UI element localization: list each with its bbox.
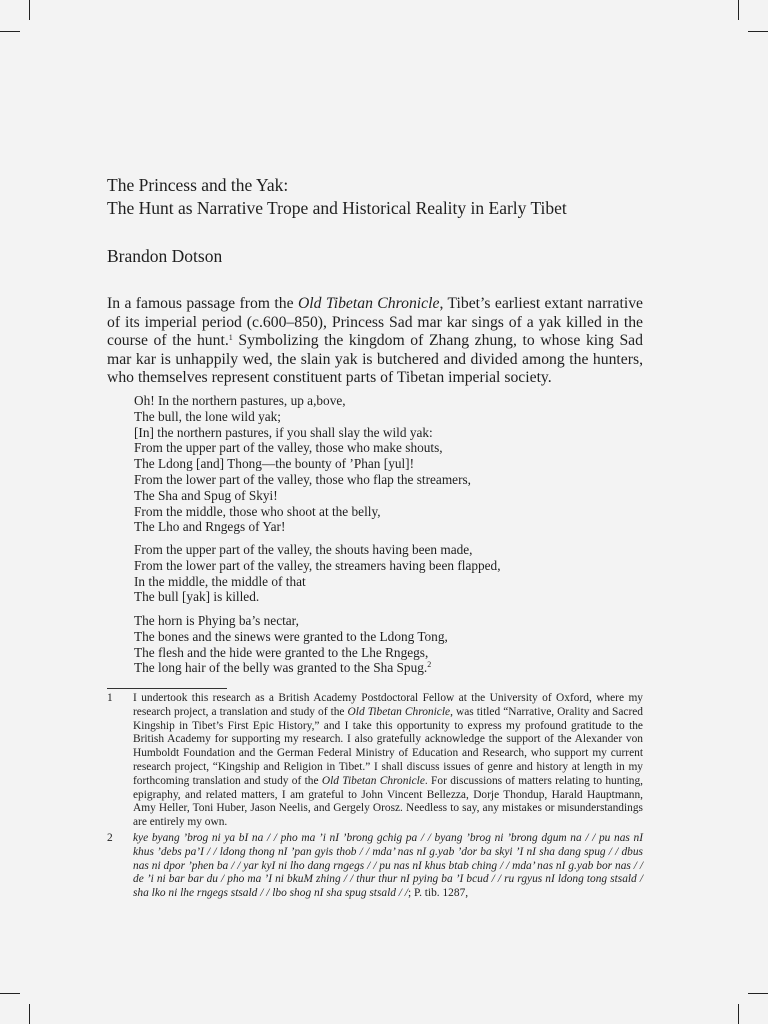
verse-line: The Sha and Spug of Skyi! — [134, 487, 278, 503]
crop-mark-top-right-horizontal — [748, 31, 768, 32]
intro-text-3: Symbolizing the kingdom of Zhang zhung, to whose king Sad mar kar is unhappily wed, the slain yak is butchered and divided among the hunters, who themselves represent constituent parts of Tibetan imperial society. — [107, 332, 643, 387]
verse-line: The Ldong [and] Thong—the bounty of ’Phan [yul]! — [134, 456, 415, 472]
footnote-1-text-c: . For discussions of matters relating to hunting, epigraphy, and related matters, I am grateful to John Vincent Bellezza, Dorje Thondup, Harald Hauptmann, Amy Heller, Toni Huber, Jason Neelis, and Gergely Orosz. Needless to say, any mistakes or misunderstandings are entirely my own. — [133, 774, 644, 829]
verse-stanza-2 — [134, 542, 501, 605]
crop-mark-bottom-left-vertical — [29, 1004, 30, 1024]
verse-line — [134, 660, 448, 676]
verse-line: From the middle, those who shoot at the belly, — [134, 503, 381, 519]
crop-mark-top-right-vertical — [738, 0, 739, 20]
footnote-1-italic-a: Old Tibetan Chronicle — [347, 705, 451, 718]
verse-line: In the middle, the middle of that — [134, 573, 306, 589]
verse-line: From the lower part of the valley, the streamers having been flapped, — [134, 557, 501, 573]
footnotes — [107, 692, 643, 901]
verse-line-text: The long hair of the belly was granted to the Sha Spug. — [134, 660, 428, 676]
footnote-number: 1 — [107, 692, 113, 704]
crop-mark-top-left-horizontal — [0, 31, 20, 32]
verse-stanza-1 — [134, 393, 471, 535]
footnote-ref-2[interactable]: 2 — [427, 660, 432, 670]
footnote-divider — [107, 688, 227, 689]
author-name: Brandon Dotson — [107, 246, 223, 266]
verse-line: The bull [yak] is killed. — [134, 589, 260, 605]
footnote-ref-1[interactable]: 1 — [228, 333, 233, 343]
crop-mark-bottom-right-vertical — [738, 1004, 739, 1024]
intro-text-2: , Tibet’s earliest extant narrative of its imperial period (c.600–850), Princess Sad mar kar sings of a yak killed in the course of the hunt. — [107, 295, 643, 350]
crop-mark-top-left-vertical — [29, 0, 30, 20]
verse-line: The horn is Phying ba’s nectar, — [134, 613, 299, 628]
intro-text-1: In a famous passage from the — [107, 295, 298, 312]
intro-paragraph — [107, 295, 643, 388]
verse-line: The flesh and the hide were granted to the Lhe Rngegs, — [134, 644, 429, 660]
article-title — [107, 174, 567, 220]
verse-line: From the lower part of the valley, those who flap the streamers, — [134, 471, 471, 487]
verse-line: [In] the northern pastures, if you shall slay the wild yak: — [134, 424, 433, 440]
title-line-1: The Princess and the Yak: — [107, 175, 289, 195]
verse-stanza-3 — [134, 613, 448, 676]
footnote-2 — [107, 832, 643, 901]
footnote-1 — [107, 692, 643, 830]
crop-mark-bottom-right-horizontal — [748, 993, 768, 994]
footnote-text — [133, 832, 643, 899]
verse-line: From the upper part of the valley, those who make shouts, — [134, 440, 443, 456]
intro-title-italic: Old Tibetan Chronicle — [297, 295, 440, 312]
footnote-1-italic-b: Old Tibetan Chronicle — [321, 774, 425, 787]
footnote-text — [133, 692, 643, 828]
crop-mark-bottom-left-horizontal — [0, 993, 20, 994]
footnote-1-text-a: I undertook this research as a British Academy Postdoctoral Fellow at the University of Oxford, where my research project, a translation and study of the — [133, 692, 643, 718]
verse-line: The bones and the sinews were granted to the Ldong Tong, — [134, 628, 448, 644]
verse-line: From the upper part of the valley, the shouts having been made, — [134, 542, 473, 557]
verse-line: The bull, the lone wild yak; — [134, 408, 281, 424]
verse-line: Oh! In the northern pastures, up a,bove, — [134, 393, 346, 408]
footnote-number: 2 — [107, 831, 113, 844]
verse-line: The Lho and Rngegs of Yar! — [134, 519, 286, 535]
footnote-1-text-b: , was titled “Narrative, Orality and Sacred Kingship in Tibet’s First Epic History,” and I take this opportunity to express my profound gratitude to the British Academy for supporting my research. I also gratefully acknowledge the support of the Alexander von Humboldt Foundation and the German Federal Ministry of Education and Research, who support my current research project, “Kingship and Religion in Tibet.” I shall discuss issues of genre and history at length in my forthcoming translation and study of the — [133, 705, 643, 787]
title-line-2: The Hunt as Narrative Trope and Historical Reality in Early Tibet — [107, 198, 567, 218]
footnote-2-tibetan-transliteration: kye byang ’brog ni ya bI na / / pho ma ’i nI ’brong gchig pa / / byang ’brog ni ’brong dgum na / / pu nas nI khus ’debs pa’I / / ldong thong nI ’pan gyis thob / / mda’ nas nI g.yab ’dor ba skyi ’I nI sha dang spug / / dbus nas ni dpor ’phen ba / / yar kyI ni lho dang rngegs / / pu nas nI khus btab ching / / mda’ nas nI g.yab bor nas / / de ’i ni bar bar du / pho ma ’I ni bkuM zhing / / thur thur nI pying ba ’I bcud / / ru rgyus nI ldong tong stsald / sha lko ni lhe rngegs stsald / / lbo shog nI sha spug stsald / / — [133, 831, 643, 900]
footnote-2-citation: ; P. tib. 1287, — [407, 887, 469, 900]
